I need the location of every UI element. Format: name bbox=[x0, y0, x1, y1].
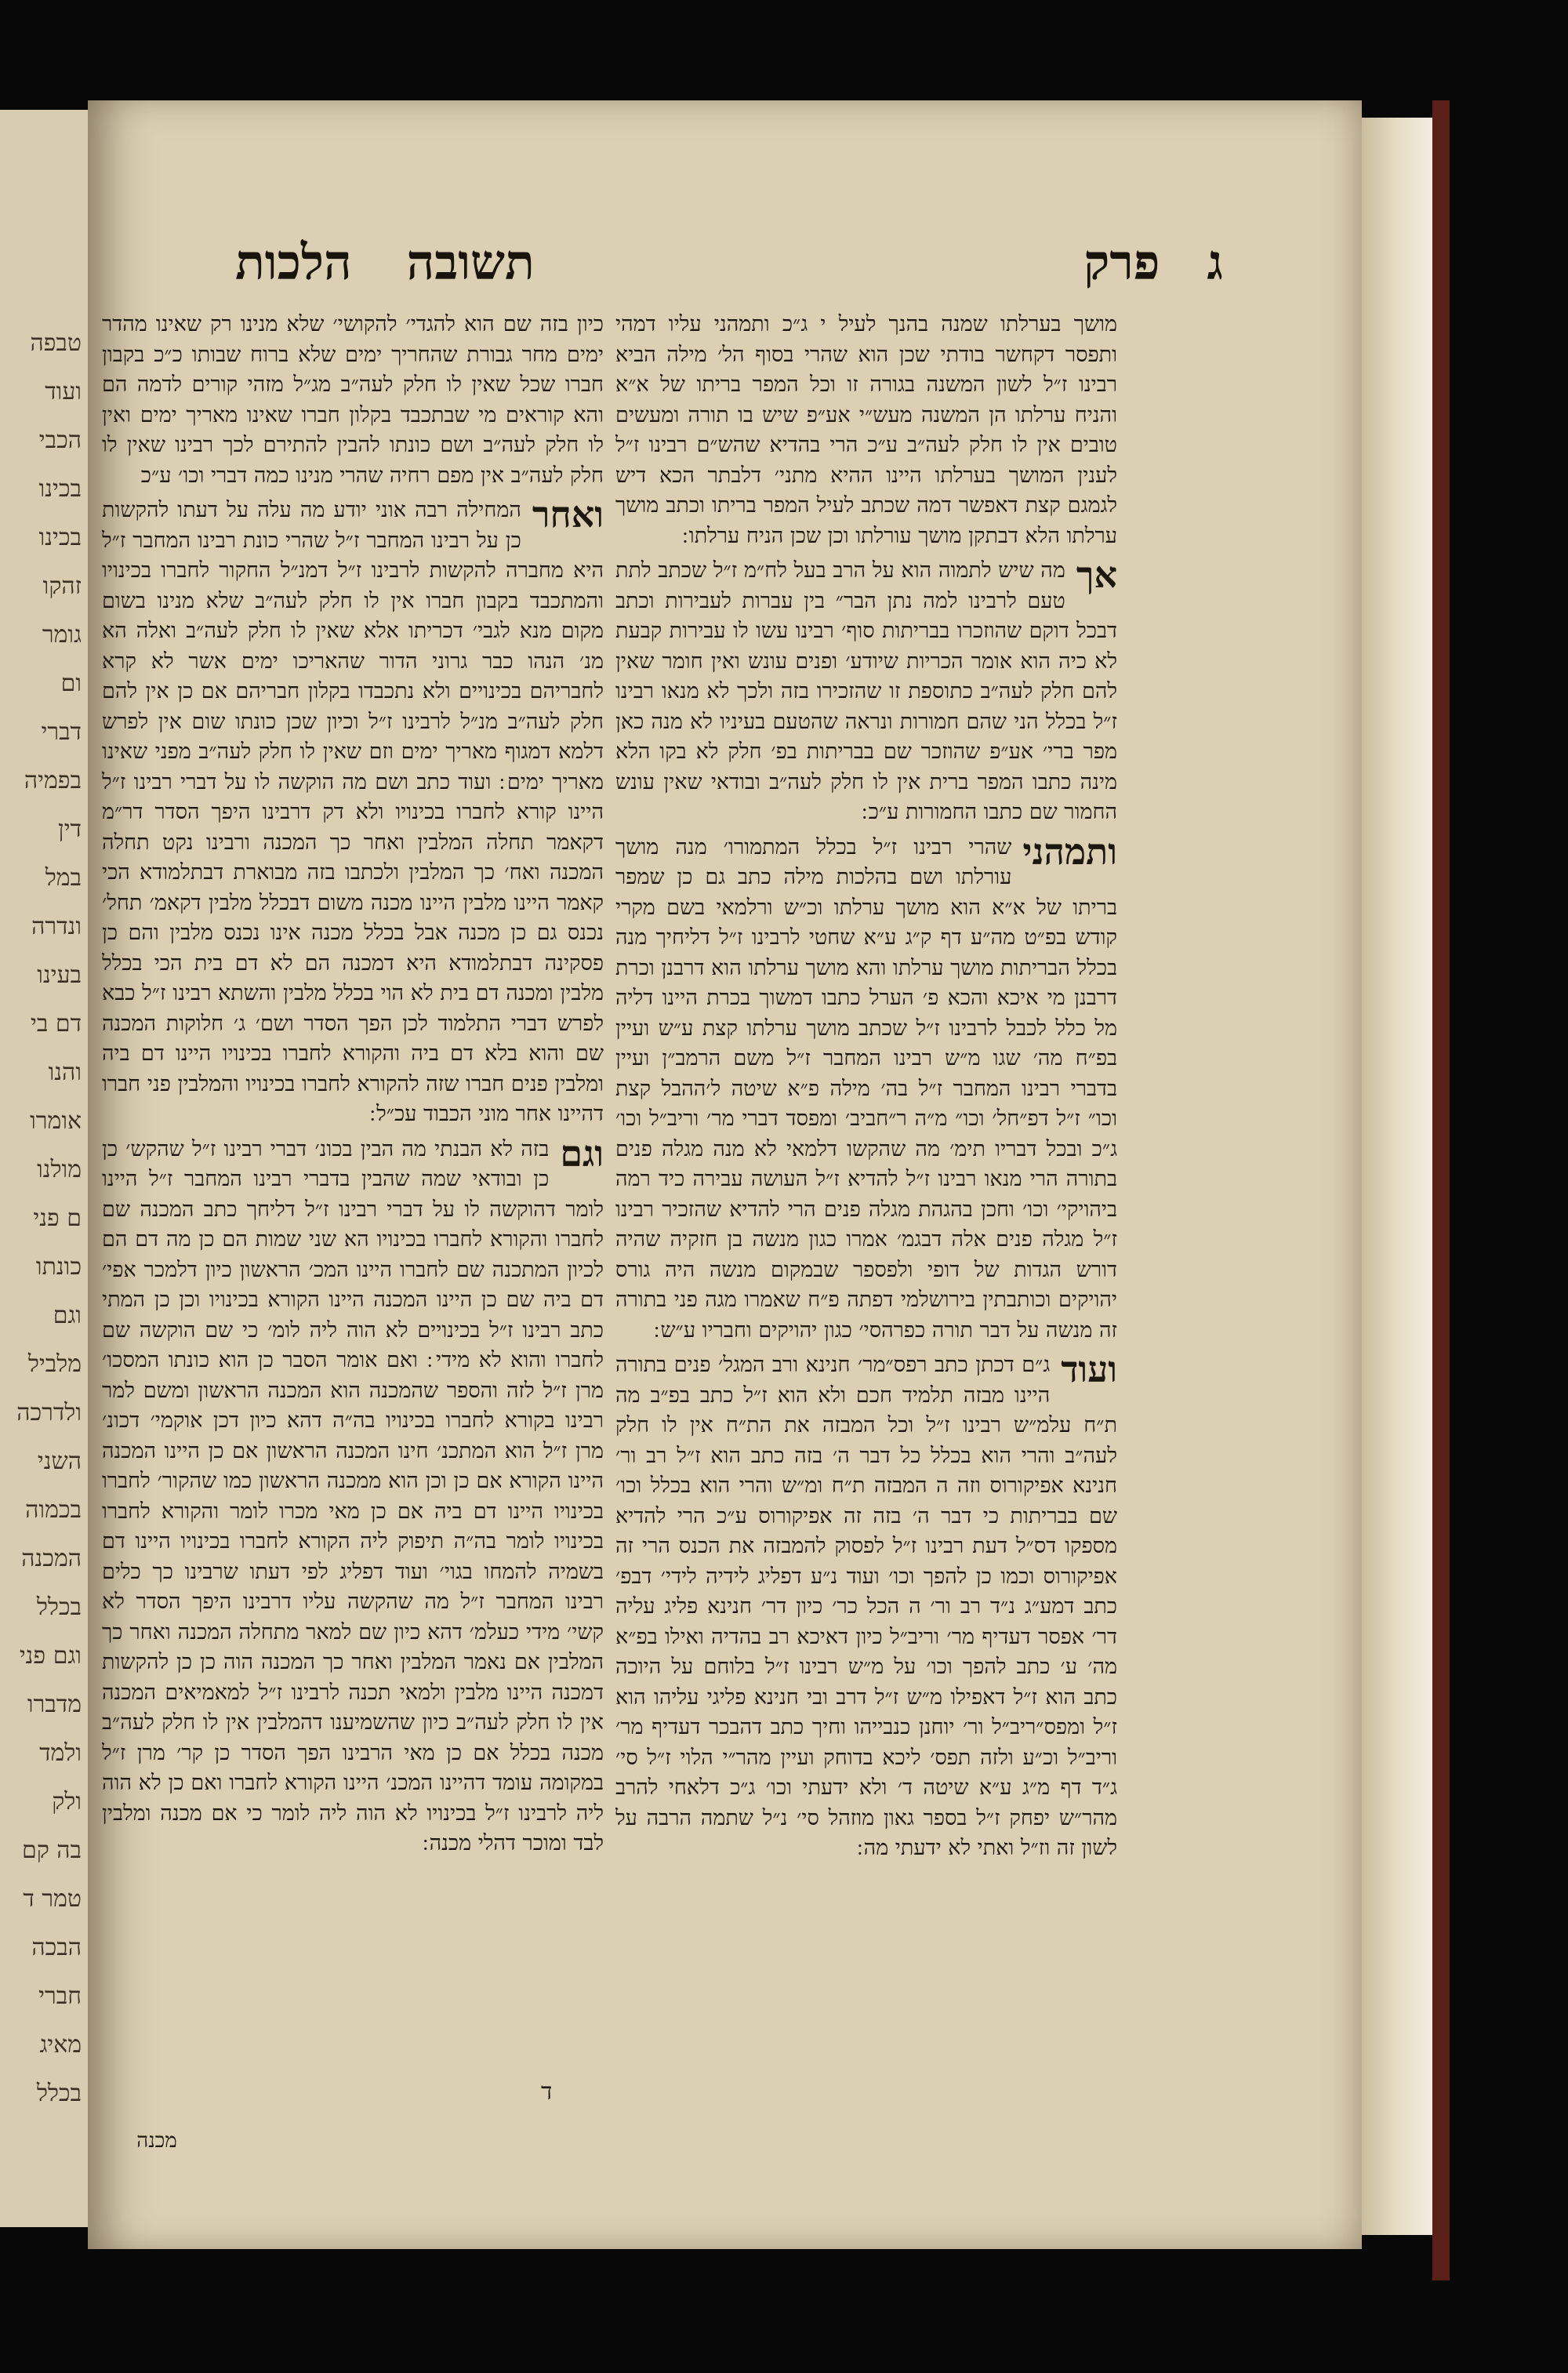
facing-page-text-fragment: וגם bbox=[53, 1302, 82, 1329]
paragraph-lead-word: ואחר bbox=[532, 493, 604, 536]
running-head-title bbox=[235, 234, 535, 292]
facing-page-text-fragment: בכמוה bbox=[25, 1496, 82, 1524]
commentary-paragraph bbox=[615, 310, 1117, 551]
facing-page-text-fragment: בכלל bbox=[36, 2080, 82, 2107]
facing-page-fragment bbox=[0, 110, 94, 2227]
facing-page-text-fragment: ולמד bbox=[39, 1739, 82, 1767]
paragraph-text: מה שיש לתמוה הוא על הרב בעל לח״מ ז״ל שכתב לתת טעם לרבינו למה נתן הבר״ בין עברות לעבירות וכתב דבכל דוקם שהוזכרו בבריתות סוף׳ רבינו עשו לו עבירות קבעת לא כיה הוא אומר הכריות שיודע׳ ופנים עונש ואין חומר שאין להם חלק לעה״ב כתוספת זו שהזכירו בזה ולכך לא מנאו רבינו ז״ל בכלל הני שהם חמורות ונראה שהטעם בעיניו לא מנה כאן מפר ברי׳ אע״פ שהוזכר שם בבריתות בפ׳ חלק לא בקו הלא מינה כתבו המפר ברית אין לו חלק לעה״ב ובודאי שאין עונש החמור שם כתבו החמורות ע״כ ׃ bbox=[615, 558, 1117, 824]
facing-page-text-fragment: מלביל bbox=[27, 1350, 82, 1378]
catchword-right: ד bbox=[541, 2078, 553, 2106]
facing-page-text-fragment: מאיג bbox=[39, 2031, 82, 2059]
commentary-paragraph bbox=[615, 556, 1117, 828]
commentary-paragraph bbox=[102, 1132, 604, 1859]
facing-page-text-fragment: חברי bbox=[38, 1982, 82, 2010]
facing-page-text-fragment: בכינו bbox=[38, 475, 82, 503]
facing-page-text-fragment: טמר ד bbox=[23, 1885, 82, 1913]
page-edges bbox=[1362, 118, 1432, 2235]
facing-page-text-fragment: דם בי bbox=[30, 1010, 82, 1038]
commentary-paragraph bbox=[102, 310, 604, 491]
facing-page-text-fragment: הבכה bbox=[31, 1934, 82, 1961]
facing-page-text-fragment: ועוד bbox=[45, 378, 82, 405]
facing-page-text-fragment: והנו bbox=[48, 1059, 82, 1086]
paragraph-text: ג״ם דכתן כתב רפס״מר׳ חנינא ורב המגל׳ פנים בתורה היינו מבזה תלמיד חכם ולא הוא ז״ל כתב בפ״ב מה ת״ח עלמ״ש רבינו ז״ל וכל המבזה את הת״ח אין לו חלק לעה״ב והרי הוא בכלל כל דבר ה׳ בזה כתב הוא ז״ל רב ור׳ חנינא אפיקורוס וזה ה המבזה ת״ח ומ״ש והרי הוא בכלל וכו׳ שם בבריתות כי דבר ה׳ בזה זה אפיקורוס ע״כ הרי להדיא מספקו דס״ל דעת רבינו ז״ל לפסוק להמבזה את הכנס הרי זה אפיקורוס וכמו כן להפך וכו׳ ועוד נ״ע דפליג לידיה לידי׳ דבפ׳ כתב דמע״ג נ״ד רב ור׳ ה הכל כר׳ כיון דר׳ חנינא פליג עליה דר׳ אפסר דעדיף מר׳ וריב״ל כיון דאיכא רב בהדיה ואילו בפ״א מה׳ ע׳ כתב להפך וכו׳ על מ״ש רבינו ז״ל בלוחם על היוכה כתב הוא ז״ל דאפילו מ״ש ז״ל דרב ובי חנינא פליגי עליהו הוא ז״ל ומפס״ריב״ל ור׳ יוחנן כנבייהו וחיך כתב דהבכר דעדיף מר׳ וריב״ל וכ״ע ולזה תפס׳ ליכא בדוחק ועיין מהר״י הלוי ז״ל סי׳ ג״ד דף מ״ג ע״א שיטה ד׳ ולא ידעתי וכו׳ ג״כ דלאחי להרב מהר״ש יפחק ז״ל בספר גאון מוזהל סי׳ נ״ל שתמה הרבה על לשון זה וז״ל ואתי לא ידעתי מה ׃ bbox=[615, 1353, 1117, 1860]
facing-page-text-fragment: ם פני bbox=[33, 1205, 82, 1232]
chapter-label: פרק bbox=[1083, 234, 1160, 291]
facing-page-text-fragment: וגם פני bbox=[19, 1642, 82, 1670]
paragraph-text: המחילה רבה אוני יודע מה עלה על דעתו להקשות כן על רבינו המחבר ז״ל שהרי כונת רבינו המחבר ז״ל היא מחברה להקשות לרבינו ז״ל דמנ״ל החקור לחברו בכינויו והמתכבד בקבון חברו אין לו חלק לעה״ב שלא מנינו בשום מקום מנא לגבי׳ דכריתו אלא שאין לו חלק לעה״ב ואלה הא מנ׳ הנהו כבר גרוני הדור שהאריכו ימים אשר לא קרא לחבריהם בכינויים ולא נתכבדו בקלון חבריהם אם כן אין להם חלק לעה״ב מנ״ל לרבינו ז״ל וכיון שכן כונתו שום אין לפרש דלמא דמגוף מאריך ימים וזם שאין לו חלק לעה״ב מפני שאינו מאריך ימים ׃ ועוד כתב ושם מה הוקשה לו על דברי רבינו ז״ל היינו קורא לחברו בכינויו ולא דק דרבינו היפך הסדר דר״מ דקאמר תחלה המלבין ואחר כך המכנה ורבינו נקט תחלה המכנה ואח׳ כך המלבין ולכתבו בזה מבוארת דבתלמודא הכי קאמר היינו מלבין היינו מכנה משום דבכלל מלבין דקאמ׳ תחל׳ נכנס גם כן מכנה אבל בכלל מכנה אינו נכנס מלבין והם כן פסקינה דבתלמודא היא דמכנה הם לא דם בית הכי בכלל מלבין ומכנה דם בית לא הוי בכלל מלבין והשתא רבינו ז״ל כבא לפרש דברי התלמוד לכן הפך הסדר ושם׳ ג׳ חלוקות המכנה שם והוא בלא דם ביה והקורא לחברו בכינויו היינו דם ביה ומלבין פנים חברו שזה להקורא לחברו בכינויו והמלבין פני חברו דהיינו אחר מוני הכבוד עכ״ל ׃ bbox=[102, 498, 604, 1126]
facing-page-text-fragment: טבפה bbox=[30, 329, 82, 357]
running-head bbox=[235, 227, 1223, 298]
facing-page-text-fragment: כונתו bbox=[35, 1253, 82, 1281]
facing-page-text-fragment: דין bbox=[58, 816, 82, 843]
facing-page-text-fragment: ונדרה bbox=[31, 913, 82, 940]
facing-page-text-fragment: אומרו bbox=[30, 1107, 82, 1135]
facing-page-text-fragment: ולדרכה bbox=[16, 1399, 82, 1426]
facing-page-text-fragment: השני bbox=[37, 1448, 82, 1475]
paragraph-lead-word: אך bbox=[1076, 554, 1117, 596]
catchword-left: מכנה bbox=[136, 2129, 177, 2153]
facing-page-text-fragment: בה קם bbox=[21, 1837, 82, 1864]
facing-page-text-fragment: בעינו bbox=[37, 961, 82, 989]
facing-page-text-fragment: המכנה bbox=[21, 1545, 82, 1572]
running-head-word: תשובה bbox=[406, 234, 535, 291]
facing-page-text-fragment: במל bbox=[45, 864, 82, 892]
running-head-chapter bbox=[1083, 234, 1223, 292]
facing-page-text-fragment: ום bbox=[60, 670, 82, 697]
paragraph-text: בזה לא הבנתי מה הבין בכונ׳ דברי רבינו ז״ל שהקש׳ כן כן ובודאי שמה שהבין בדברי רבינו המחבר ז״ל היינו לומר דהוקשה לו על דברי רבינו ז״ל דליחך כתב המכנה שם לחברו והקורא לחברו בכינויו הא שני שמות הם כן מה דם הם לכיון המתכנה שם לחברו היינו המכ׳ הראשון כיון דלמכר אפי׳ דם ביה שם כן היינו המכנה היינו הקורא בכינויו וכן כן המתי כתב רבינו ז״ל בכינויים לא הוה ליה לומ׳ כי שם הוקשה שם לחברו והוא לא מידי ׃ ואם אומר הסבר כן הוא כונתו המסכו׳ מרן ז״ל לזה והספר שהמכנה הוא המכנה הראשון ומשם למר רבינו בקורא לחברו בכינויו בה״ה דהא כיון דכן אוקמי׳ דכונ׳ מרן ז״ל הוא המתכנ׳ חינו המכנה הראשון אם כן היינו המכנה היינו הקורא אם כן וכן הוא ממכנה הראשון כמו שהקור׳ לחברו בכינויו היינו דם ביה אם כן מאי מכרו לומר והקורא לחברו בכינויו לומר בה״ה תיפוק ליה הקורא לחברו בכינויו היינו דם בשמיה להמחו בגוי׳ ועוד דפליג לפי דעתו שרבינו כך כלים רבינו המחבר ז״ל מה שהקשה עליו דרבינו היפך הסדר לא קשי׳ מידי כעלמ׳ דהא כיון שם למאר מתחלה המכנה ואחר כך המלבין אם נאמר המלבין ואחר כך המכנה הוה כן כן להקשות דמכנה היינו מלבין ולמאי תכנה לרבינו ז״ל למאמיאים המכנה אין לו חלק לעה״ב כיון שהשמיענו דהמלבין אין לו חלק לעה״ב מכנה בכלל אם כן מאי הרבינו הפך הסדר כן קר׳ מרן ז״ל במקומה עומד דהיינו המכנ׳ היינו הקורא לחברו ואם כן לא הוה ליה לרבינו ז״ל בכינויו לא הוה ליה לומר כי אם מכנה ומלבין לבד ומוכר דהלי מכנה ׃ bbox=[102, 1136, 604, 1855]
book-cover-edge bbox=[1432, 100, 1450, 2280]
facing-page-text-fragment: הכבי bbox=[38, 427, 82, 454]
facing-page-text-fragment: גומר bbox=[42, 621, 82, 649]
facing-page-text-fragment: בכלל bbox=[36, 1594, 82, 1621]
commentary-paragraph bbox=[615, 1350, 1117, 1864]
facing-page-text-fragment: זהקו bbox=[42, 572, 82, 600]
facing-page-text-fragment: דברי bbox=[41, 718, 82, 746]
commentary-paragraph bbox=[102, 493, 604, 1130]
paragraph-text: שהרי רבינו ז״ל בכלל המתמורו׳ מנה מושך עורלתו ושם בהלכות מילה כתב גם כן שמפר בריתו של א״א הוא מושך ערלתו וכ״ש ורלמאי בשם מקרי קודש בפ״ט מה״ע דף ק״ג ע״א שחטי לרבינו ז״ל דליחיך מנה בכלל הבריתות מושך ערלתו והא מושך ערלתו הוא דרבנן וכרת דרבנן מי איכא והכא פ׳ הערל כתבו דמשוך בכרת היינו דליה מל כלל לכבל לרבינו ז״ל שכתב מושך ערלתו קצת ע״ש ועיין בפ״ח מה׳ שגו מ״ש רבינו המחבר ז״ל משם הרמב״ן ועיין בדברי רבינו המחבר ז״ל בה׳ מילה פ״א שיטה ל׳ההבל קצת וכו״ ז״ל דפ״חל׳ וכו״ מ״ה ר״חביב׳ ומפסד דברי מר׳ וריב״ל וכו׳ ג״כ ובכל דבריו תימ׳ מה שהקשו דלמאי לא מנה מגלה פנים בתורה הרי מנאו רבינו ז״ל להדיא ז״ל העושה עבירה כיד רמה ביהויקי׳ וכו׳ וחכן בהגהת מגלה פנים הרי להדיא שהזכיר רבינו ז״ל מגלה פנים אלה דבגמ׳ אמרו כגון מנשה בן חזקיה שהיה דורש הגדות של דופי ולפספר שבמקום מנשה היה גורס יהויקים וכותבתין בירושלמי דפתה פ״ח שאמרו מגה פני בתורה זה מנשה על דבר תורה כפרהסי׳ כגון יהויקים וחבריו ע״ש ׃ bbox=[615, 834, 1117, 1343]
facing-page-text-fragment: מדברו bbox=[27, 1691, 82, 1718]
chapter-number: ג bbox=[1207, 234, 1223, 291]
paragraph-text: כיון בזה שם הוא להגדי׳ להקושי׳ שלא מנינו רק שאינו מהדר ימים מחר גבורת שהחריך ימים שלא ברוח שבותו כ״כ בקבון חברו שכל שאין לו חלק לעה״ב מג״ל מזהי קורים לדמה הם והא קוראים מי שבתכבד בקלון חברו שאינו מאריך ימים ואין לו חלק לעה״ב ושם כונתו להבין להתירם לכך רבינו שאין לו חלק לעה״ב אין מפם רחיה שהרי מנינו כמה דברי וכו׳ ע״כ bbox=[102, 312, 604, 488]
paragraph-lead-word: ועוד bbox=[1061, 1348, 1117, 1390]
facing-page-text-fragment: ולק bbox=[52, 1788, 82, 1815]
facing-page-text-fragment: בכינו bbox=[38, 524, 82, 551]
facing-page-text-fragment: בפמיה bbox=[24, 767, 82, 794]
paragraph-text: מושך בערלתו שמנה בהנך לעיל י ג״כ ותמהני עליו דמהי ותפסר דקחשר בודתי שכן הוא שהרי בסוף הל׳ מילה הביא רבינו ז״ל לשון המשנה בגורה זו וכל המפר בריתו של א״א והניח ערלתו הן המשנה מעש״י אע״פ שיש בו תורה ומעשים טובים אין לו חלק לעה״ב ע״כ הרי בהדיא שהש״ם רבינו ז״ל לענין המושך בערלתו היינו ההיא מתני׳ דלבתר הכא דיש לגמגם קצת דאפשר דמה שכתב לעיל המפר בריתו וכתב מושך ערלתו הלא דבתקן מושך עורלתו וכן שכן הניח ערלתו ׃ bbox=[615, 312, 1117, 548]
text-column-left bbox=[102, 310, 604, 2137]
paragraph-lead-word: ותמהני bbox=[1022, 830, 1117, 873]
paragraph-lead-word: וגם bbox=[560, 1132, 604, 1175]
running-head-word: הלכות bbox=[235, 234, 352, 291]
text-column-right bbox=[615, 310, 1117, 2137]
facing-page-text-fragment: מולנו bbox=[37, 1156, 82, 1183]
commentary-paragraph bbox=[615, 830, 1117, 1346]
